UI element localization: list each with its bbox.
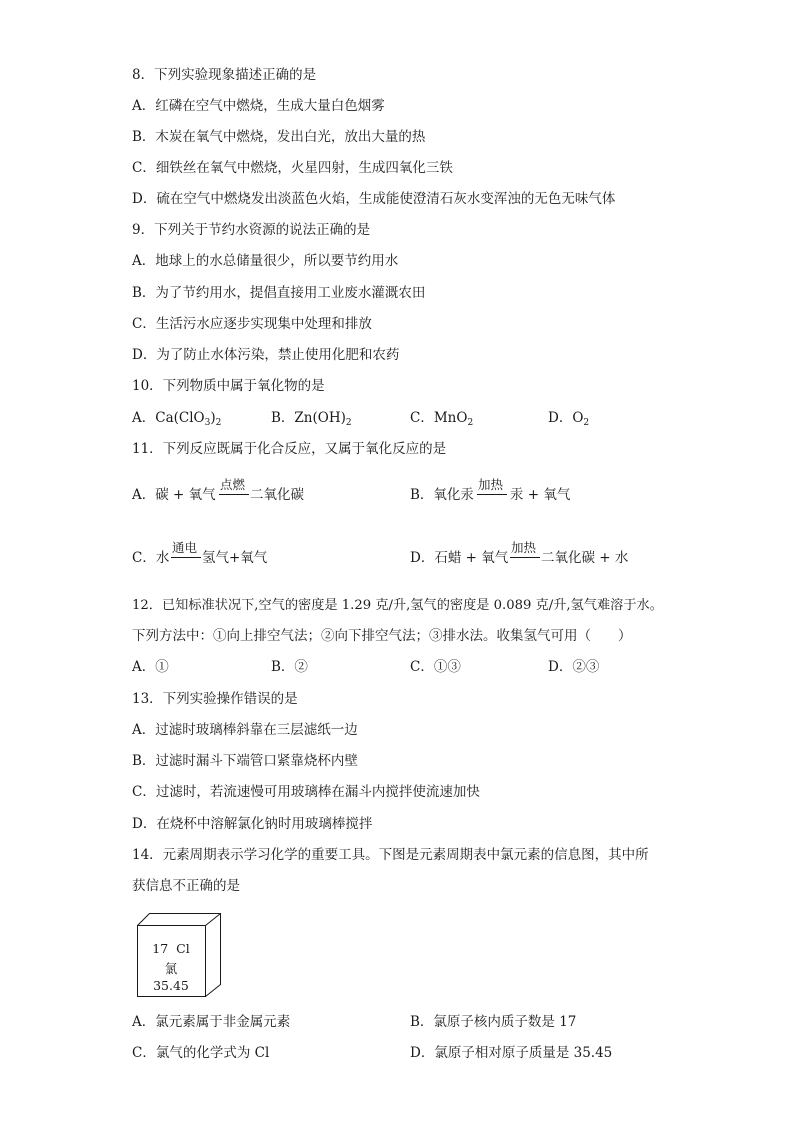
question-14-option-d: D．氯原子相对原子质量是 35.45 (410, 1045, 613, 1061)
subscript: 3 (204, 418, 211, 428)
question-13-option-a: A．过滤时玻璃棒斜靠在三层滤纸一边 (132, 722, 358, 738)
question-14-stem-line2: 获信息不正确的是 (132, 878, 240, 894)
subscript: 2 (215, 418, 222, 428)
question-13-option-d: D．在烧杯中溶解氯化钠时用玻璃棒搅拌 (132, 816, 373, 832)
reaction-equals-line (219, 494, 249, 495)
element-number-symbol: 17 Cl (152, 941, 190, 956)
question-14-option-b: B．氯原子核内质子数是 17 (410, 1014, 577, 1030)
reaction-equals-line (171, 557, 201, 558)
question-13-stem: 13．下列实验操作错误的是 (132, 691, 298, 707)
option-a-label: A． (132, 410, 156, 426)
question-9-option-a: A．地球上的水总储量很少，所以要节约用水 (132, 253, 399, 269)
formula-paren: ) (210, 410, 216, 426)
question-14-stem-line1: 14．元素周期表示学习化学的重要工具。下图是元素周期表中氯元素的信息图，其中所 (132, 847, 649, 863)
formula: O (572, 410, 584, 426)
question-11-stem: 11．下列反应既属于化合反应，又属于氧化反应的是 (132, 441, 447, 457)
reaction-equals-line (477, 494, 507, 495)
reaction-products: 二氧化碳 (250, 487, 304, 503)
question-12-option-b: B．② (271, 659, 308, 675)
reaction-products: 汞 + 氧气 (510, 487, 571, 503)
reaction-reactants: C．水 (132, 550, 170, 566)
question-14-option-a: A．氯元素属于非金属元素 (132, 1014, 291, 1030)
reaction-condition: 通电 (172, 540, 198, 555)
reaction-reactants: A．碳 + 氧气 (132, 487, 216, 503)
reaction-products: 氢气+氧气 (202, 550, 268, 566)
subscript: 2 (583, 418, 590, 428)
question-9-option-d: D．为了防止水体污染，禁止使用化肥和农药 (132, 347, 400, 363)
question-8-stem: 8．下列实验现象描述正确的是 (132, 67, 317, 83)
question-12-option-c: C．①③ (410, 659, 461, 675)
question-9-option-b: B．为了节约用水，提倡直接用工业废水灌溉农田 (132, 285, 426, 301)
option-c-label: C． (410, 410, 434, 426)
question-13-option-c: C．过滤时，若流速慢可用玻璃棒在漏斗内搅拌使流速加快 (132, 784, 480, 800)
question-8-option-d: D．硫在空气中燃烧发出淡蓝色火焰，生成能使澄清石灰水变浑浊的无色无味气体 (132, 191, 616, 207)
subscript: 2 (345, 418, 352, 428)
reaction-condition: 加热 (511, 540, 537, 555)
option-b-label: B． (271, 410, 295, 426)
question-8-option-c: C．细铁丝在氧气中燃烧，火星四射，生成四氧化三铁 (132, 160, 453, 176)
question-8-option-b: B．木炭在氧气中燃烧，发出白光，放出大量的热 (132, 129, 426, 145)
reaction-reactants: B．氧化汞 (410, 487, 474, 503)
chlorine-element-tile (137, 913, 221, 997)
question-10-option-c (410, 409, 473, 427)
formula: Zn(OH) (294, 410, 346, 426)
reaction-products: 二氧化碳 + 水 (541, 550, 629, 566)
reaction-condition: 加热 (478, 477, 504, 492)
formula: Ca(ClO (155, 410, 205, 426)
reaction-equals-line (510, 557, 540, 558)
option-d-label: D． (548, 410, 573, 426)
reaction-condition: 点燃 (220, 477, 246, 492)
question-13-option-b: B．过滤时漏斗下端管口紧靠烧杯内壁 (132, 753, 358, 769)
question-10-option-d (548, 409, 589, 427)
question-8-option-a: A．红磷在空气中燃烧，生成大量白色烟雾 (132, 98, 385, 114)
question-14-option-c: C．氯气的化学式为 Cl (132, 1045, 270, 1061)
question-10-stem: 10．下列物质中属于氧化物的是 (132, 378, 325, 394)
question-10-option-b (271, 409, 352, 427)
question-9-stem: 9．下列关于节约水资源的说法正确的是 (132, 222, 371, 238)
question-10-option-a (132, 409, 221, 427)
question-12-option-d: D．②③ (548, 659, 600, 675)
formula: MnO (433, 410, 468, 426)
reaction-reactants: D．石蜡 + 氧气 (410, 550, 509, 566)
subscript: 2 (467, 418, 474, 428)
question-9-option-c: C．生活污水应逐步实现集中处理和排放 (132, 316, 372, 332)
question-12-option-a: A．① (132, 659, 169, 675)
element-name: 氯 (164, 961, 178, 976)
question-12-stem-line1: 12．已知标准状况下,空气的密度是 1.29 克/升,氢气的密度是 0.089 克/升,氢气难溶于水。 (132, 598, 663, 613)
element-atomic-mass: 35.45 (153, 978, 189, 993)
question-12-stem-line2: 下列方法中：①向上排空气法；②向下排空气法；③排水法。收集氢气可用（ ） (132, 628, 632, 644)
